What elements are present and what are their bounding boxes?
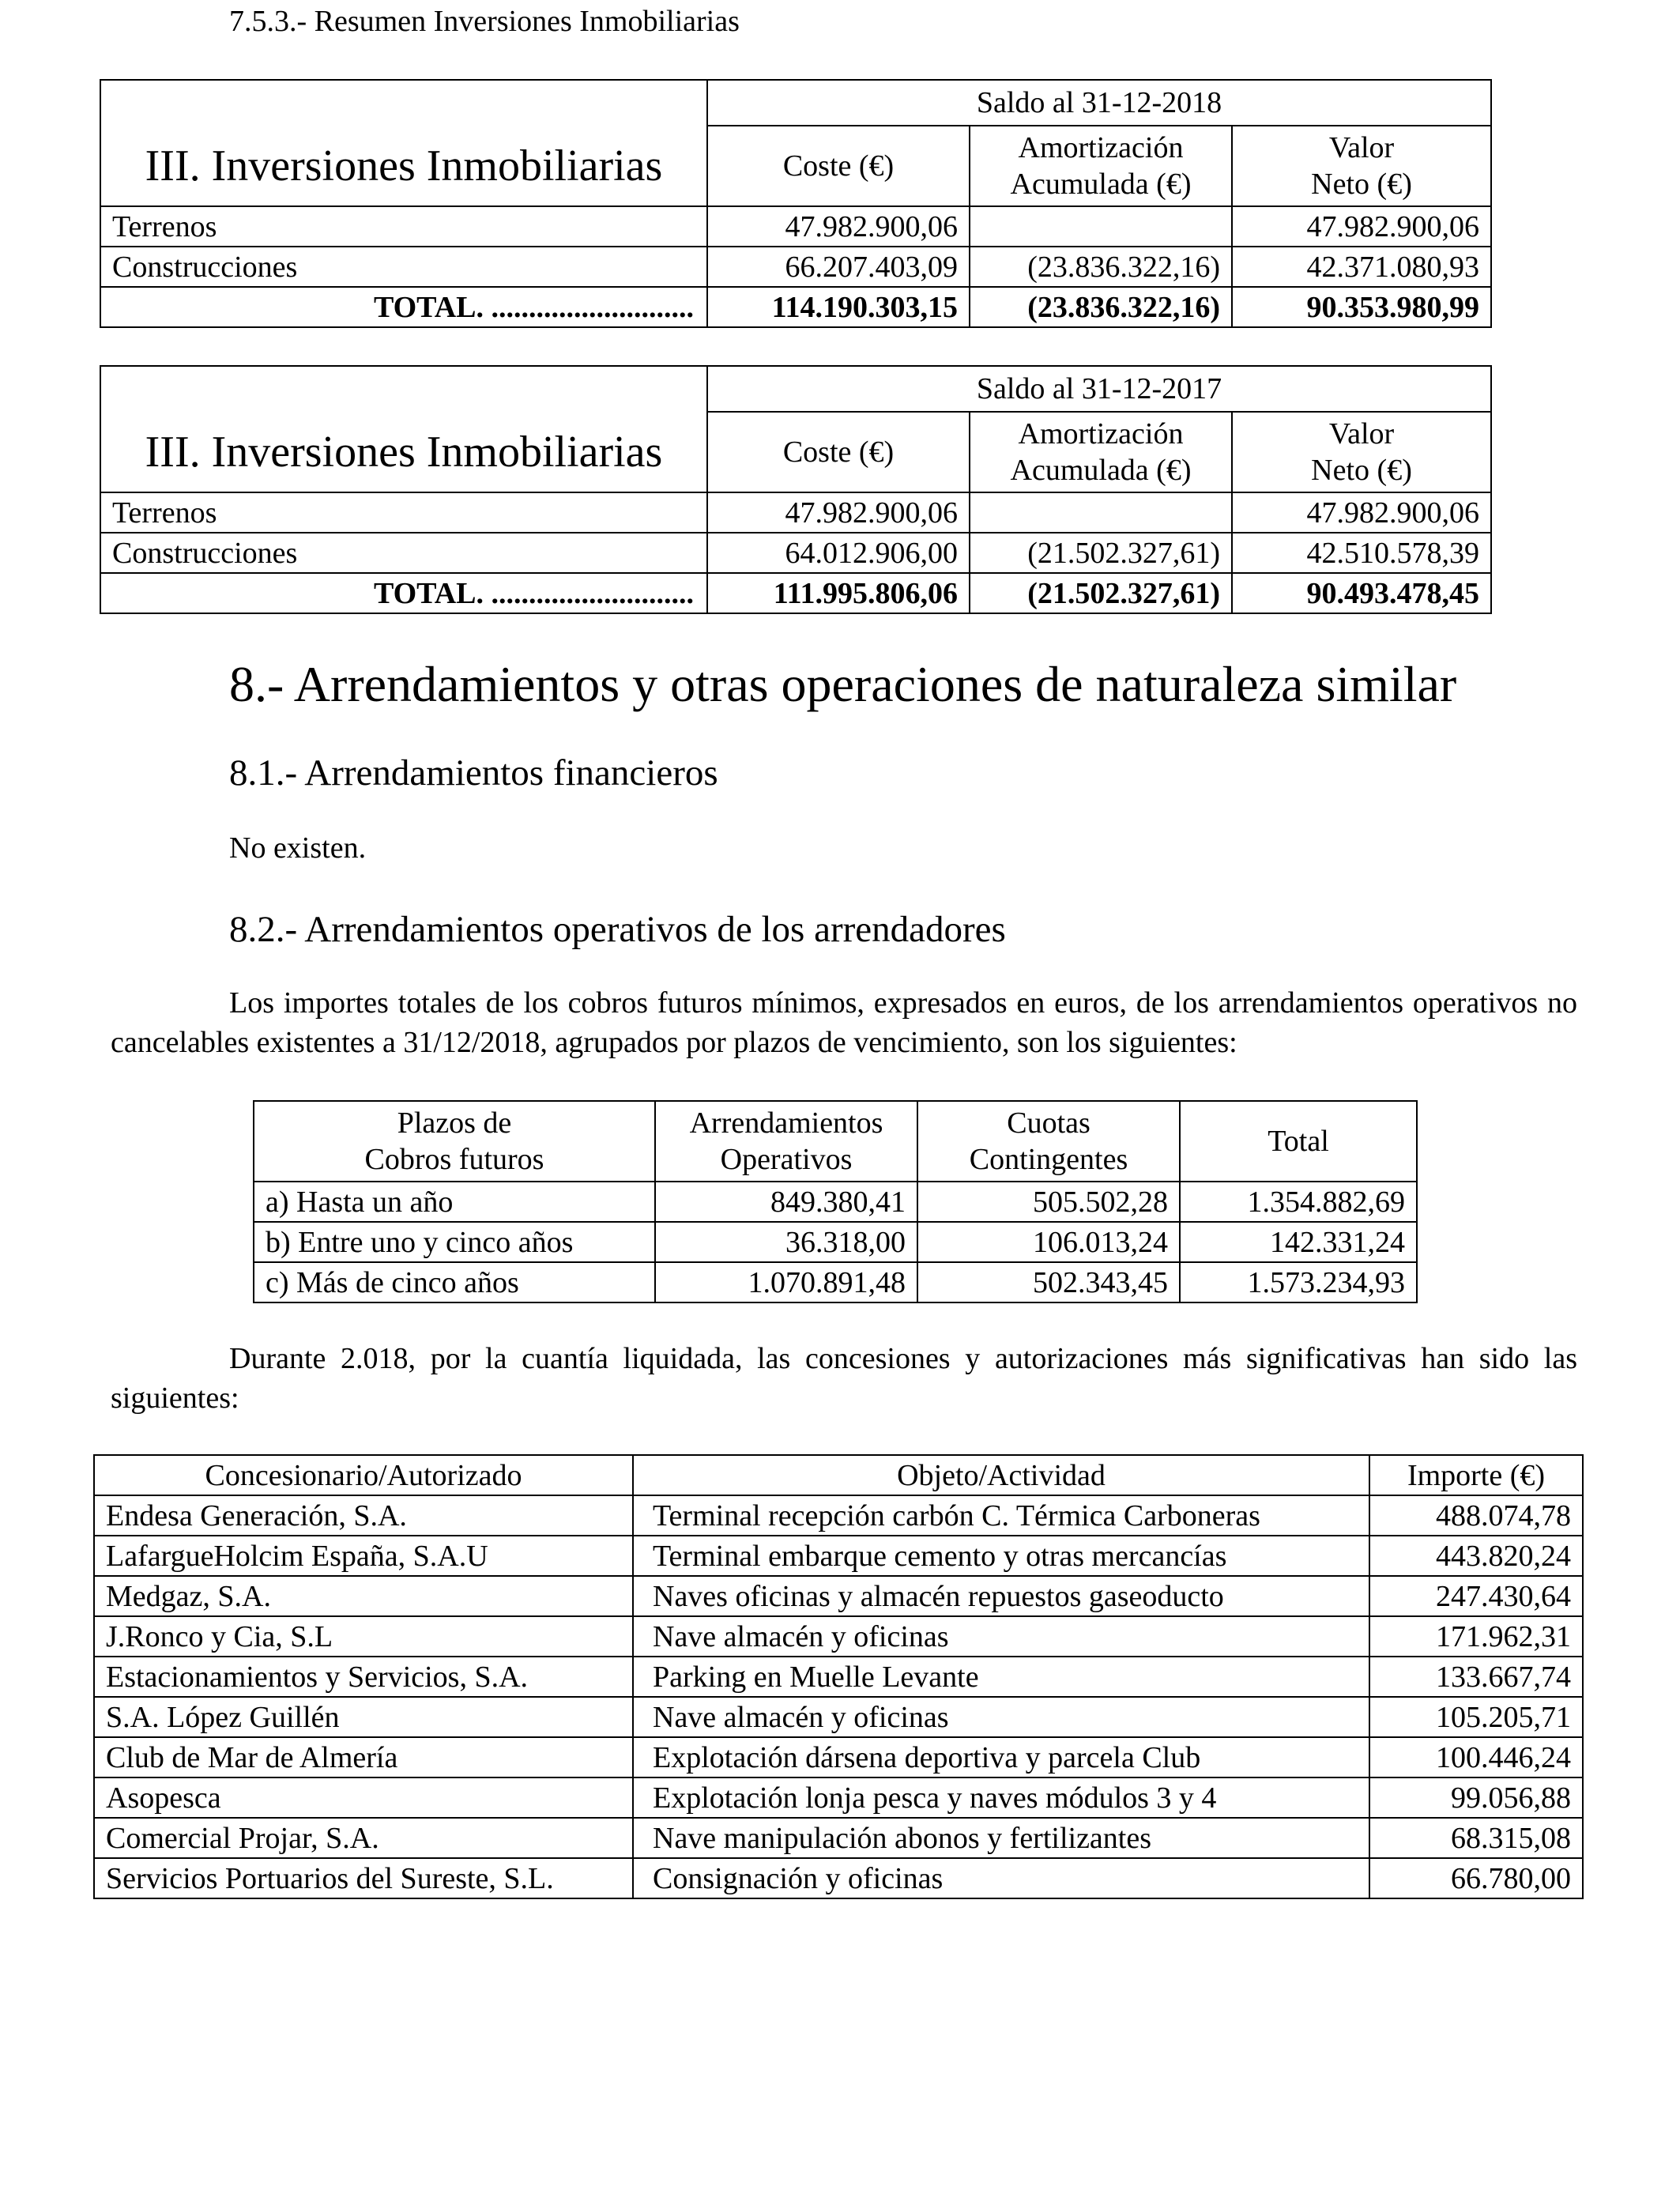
total-cell: 1.573.234,93 — [1180, 1262, 1417, 1302]
paragraph-concesiones: Durante 2.018, por la cuantía liquidada, las concesiones y autorizaciones más significativas han sido las siguientes: — [111, 1342, 1577, 1415]
concesionario-cell: Club de Mar de Almería — [94, 1737, 633, 1777]
neto-cell: 47.982.900,06 — [1232, 206, 1491, 247]
concesionario-cell: S.A. López Guillén — [94, 1697, 633, 1737]
row-label: Construcciones — [100, 247, 707, 287]
table-row — [94, 1858, 1583, 1898]
total-neto: 90.493.478,45 — [1232, 573, 1491, 613]
table-title: III. Inversiones Inmobiliarias — [100, 126, 707, 206]
concesionario-cell: Estacionamientos y Servicios, S.A. — [94, 1657, 633, 1697]
col-arrendamientos: Arrendamientos Operativos — [655, 1101, 917, 1182]
total-coste: 111.995.806,06 — [707, 573, 970, 613]
col-concesionario: Concesionario/Autorizado — [94, 1455, 633, 1495]
coste-cell: 47.982.900,06 — [707, 206, 970, 247]
concesionario-cell: Comercial Projar, S.A. — [94, 1818, 633, 1858]
table-row — [94, 1818, 1583, 1858]
amort-cell: (21.502.327,61) — [970, 533, 1232, 573]
saldo-header: Saldo al 31-12-2018 — [707, 80, 1491, 126]
total-coste: 114.190.303,15 — [707, 287, 970, 327]
importe-cell: 68.315,08 — [1369, 1818, 1583, 1858]
col-plazos: Plazos de Cobros futuros — [254, 1101, 655, 1182]
cuotas-cell: 505.502,28 — [917, 1182, 1180, 1222]
total-neto: 90.353.980,99 — [1232, 287, 1491, 327]
amort-cell — [970, 492, 1232, 533]
table-row — [94, 1616, 1583, 1657]
table-title: III. Inversiones Inmobiliarias — [100, 412, 707, 492]
objeto-cell: Explotación dársena deportiva y parcela Club — [633, 1737, 1369, 1777]
row-label: c) Más de cinco años — [254, 1262, 655, 1302]
objeto-cell: Terminal embarque cemento y otras mercancías — [633, 1536, 1369, 1576]
total-row — [100, 287, 1491, 327]
concesionario-cell: LafargueHolcim España, S.A.U — [94, 1536, 633, 1576]
neto-cell: 47.982.900,06 — [1232, 492, 1491, 533]
table-row — [94, 1495, 1583, 1536]
col-valor-neto: Valor Neto (€) — [1232, 412, 1491, 492]
row-label: Terrenos — [100, 206, 707, 247]
table-row — [94, 1777, 1583, 1818]
total-cell: 1.354.882,69 — [1180, 1182, 1417, 1222]
table-row — [254, 1182, 1417, 1222]
importe-cell: 99.056,88 — [1369, 1777, 1583, 1818]
plazos-header-row — [254, 1101, 1417, 1182]
amort-cell — [970, 206, 1232, 247]
objeto-cell: Explotación lonja pesca y naves módulos 3 y 4 — [633, 1777, 1369, 1818]
importe-cell: 100.446,24 — [1369, 1737, 1583, 1777]
table-row — [94, 1737, 1583, 1777]
coste-cell: 47.982.900,06 — [707, 492, 970, 533]
col-coste: Coste (€) — [707, 126, 970, 206]
concesiones-table — [93, 1454, 1584, 1899]
col-amortizacion: Amortización Acumulada (€) — [970, 126, 1232, 206]
paragraph-cobros: Los importes totales de los cobros futuros mínimos, expresados en euros, de los arrendamientos operativos no cancelables existentes a 31/12/2018, agrupados por plazos de vencimiento, son los siguientes: — [111, 986, 1577, 1059]
neto-cell: 42.510.578,39 — [1232, 533, 1491, 573]
row-label: a) Hasta un año — [254, 1182, 655, 1222]
cuotas-cell: 106.013,24 — [917, 1222, 1180, 1262]
table-row — [100, 533, 1491, 573]
col-coste: Coste (€) — [707, 412, 970, 492]
empty-header-cell — [100, 366, 707, 412]
objeto-cell: Nave almacén y oficinas — [633, 1697, 1369, 1737]
arr-cell: 849.380,41 — [655, 1182, 917, 1222]
arr-cell: 1.070.891,48 — [655, 1262, 917, 1302]
table-row — [100, 492, 1491, 533]
row-label: b) Entre uno y cinco años — [254, 1222, 655, 1262]
col-total: Total — [1180, 1101, 1417, 1182]
coste-cell: 66.207.403,09 — [707, 247, 970, 287]
total-label: TOTAL. ........................... — [100, 573, 707, 613]
section-8-1-heading: 8.1.- Arrendamientos financieros — [229, 752, 718, 794]
importe-cell: 66.780,00 — [1369, 1858, 1583, 1898]
concesionario-cell: J.Ronco y Cia, S.L — [94, 1616, 633, 1657]
objeto-cell: Terminal recepción carbón C. Térmica Carboneras — [633, 1495, 1369, 1536]
table-row — [100, 206, 1491, 247]
saldo-header: Saldo al 31-12-2017 — [707, 366, 1491, 412]
inversiones-table-2017 — [100, 365, 1492, 614]
objeto-cell: Nave manipulación abonos y fertilizantes — [633, 1818, 1369, 1858]
cuotas-cell: 502.343,45 — [917, 1262, 1180, 1302]
arr-cell: 36.318,00 — [655, 1222, 917, 1262]
empty-header-cell — [100, 80, 707, 126]
importe-cell: 133.667,74 — [1369, 1657, 1583, 1697]
section-7-5-3-title: 7.5.3.- Resumen Inversiones Inmobiliarias — [229, 5, 740, 38]
total-row — [100, 573, 1491, 613]
importe-cell: 443.820,24 — [1369, 1536, 1583, 1576]
importe-cell: 488.074,78 — [1369, 1495, 1583, 1536]
table-row — [94, 1576, 1583, 1616]
concesionario-cell: Servicios Portuarios del Sureste, S.L. — [94, 1858, 633, 1898]
col-importe: Importe (€) — [1369, 1455, 1583, 1495]
section-8-heading: 8.- Arrendamientos y otras operaciones de naturaleza similar — [229, 656, 1457, 712]
importe-cell: 171.962,31 — [1369, 1616, 1583, 1657]
concesionario-cell: Asopesca — [94, 1777, 633, 1818]
amort-cell: (23.836.322,16) — [970, 247, 1232, 287]
inversiones-table-2018 — [100, 79, 1492, 328]
coste-cell: 64.012.906,00 — [707, 533, 970, 573]
total-label: TOTAL. ........................... — [100, 287, 707, 327]
col-valor-neto: Valor Neto (€) — [1232, 126, 1491, 206]
table-row — [94, 1657, 1583, 1697]
row-label: Terrenos — [100, 492, 707, 533]
table-row — [254, 1222, 1417, 1262]
col-objeto: Objeto/Actividad — [633, 1455, 1369, 1495]
objeto-cell: Naves oficinas y almacén repuestos gaseoducto — [633, 1576, 1369, 1616]
table-row — [254, 1262, 1417, 1302]
table-row — [94, 1536, 1583, 1576]
neto-cell: 42.371.080,93 — [1232, 247, 1491, 287]
total-amort: (21.502.327,61) — [970, 573, 1232, 613]
table-row — [100, 247, 1491, 287]
importe-cell: 105.205,71 — [1369, 1697, 1583, 1737]
plazos-table — [253, 1100, 1418, 1303]
objeto-cell: Nave almacén y oficinas — [633, 1616, 1369, 1657]
concesiones-header-row — [94, 1455, 1583, 1495]
objeto-cell: Parking en Muelle Levante — [633, 1657, 1369, 1697]
no-existen-text: No existen. — [229, 831, 367, 865]
table-row — [94, 1697, 1583, 1737]
total-cell: 142.331,24 — [1180, 1222, 1417, 1262]
col-amortizacion: Amortización Acumulada (€) — [970, 412, 1232, 492]
concesionario-cell: Medgaz, S.A. — [94, 1576, 633, 1616]
objeto-cell: Consignación y oficinas — [633, 1858, 1369, 1898]
col-cuotas: Cuotas Contingentes — [917, 1101, 1180, 1182]
total-amort: (23.836.322,16) — [970, 287, 1232, 327]
importe-cell: 247.430,64 — [1369, 1576, 1583, 1616]
section-8-2-heading: 8.2.- Arrendamientos operativos de los arrendadores — [229, 909, 1006, 950]
row-label: Construcciones — [100, 533, 707, 573]
concesionario-cell: Endesa Generación, S.A. — [94, 1495, 633, 1536]
